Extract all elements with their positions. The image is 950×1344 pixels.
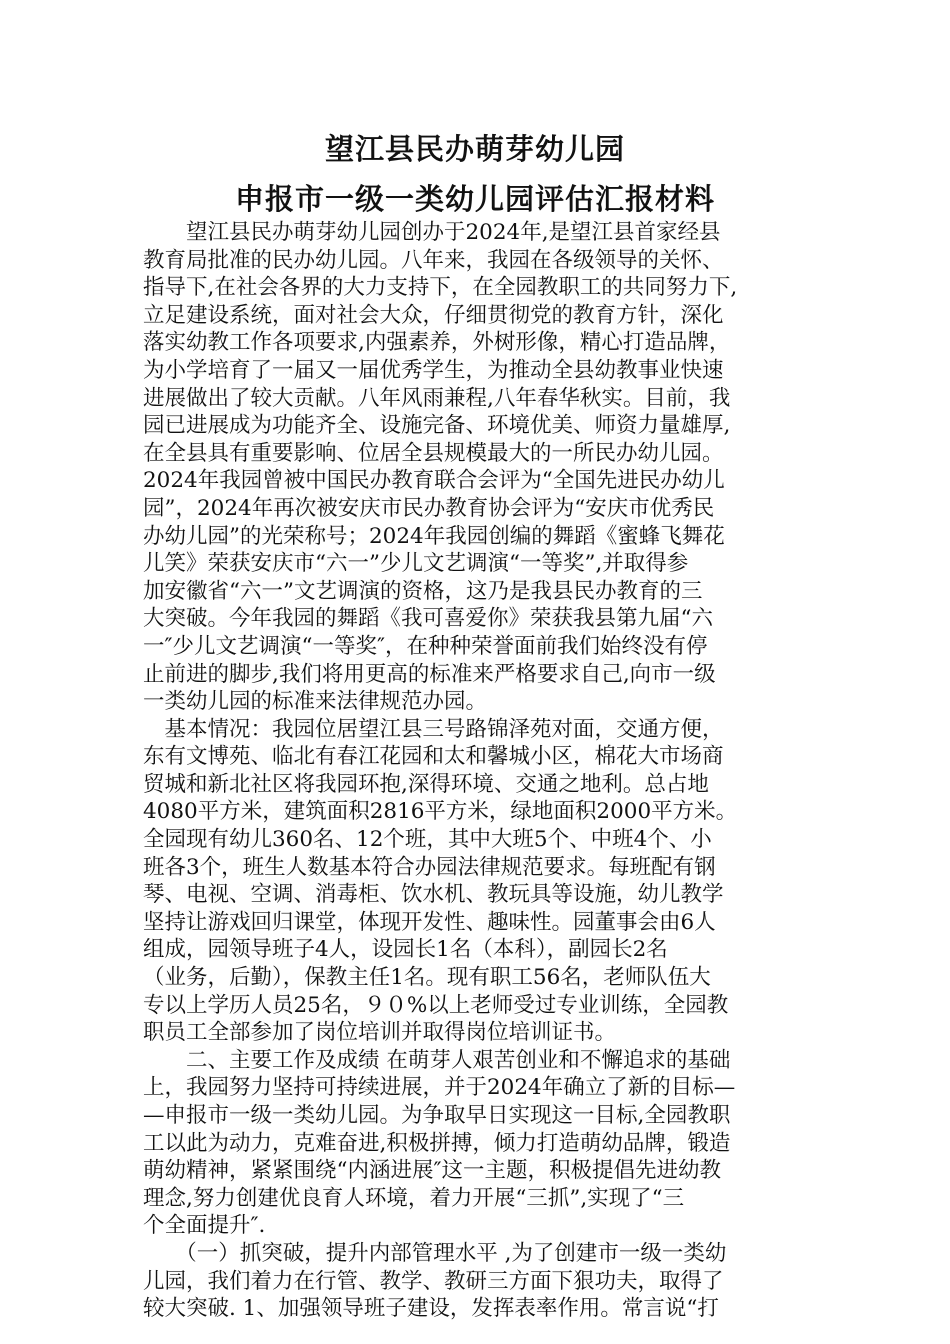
body-text-line: 贸城和新北社区将我园环抱,深得环境、交通之地利。总占地 xyxy=(143,771,709,797)
body-text-line: 儿园，我们着力在行管、教学、教研三方面下狠功夫，取得了 xyxy=(143,1268,724,1294)
body-text-line: 全园现有幼儿360名、12个班，其中大班5个、中班4个、小 xyxy=(143,827,712,853)
body-text-line: 进展做出了较大贡献。八年风雨兼程,八年春华秋实。目前，我 xyxy=(143,385,731,411)
body-text-line: 职员工全部参加了岗位培训并取得岗位培训证书。 xyxy=(143,1020,617,1046)
body-text-line: 坚持让游戏回归课堂，体现开发性、趣味性。园董事会由6人 xyxy=(143,909,716,935)
body-text-line: 东有文博苑、临北有春江花园和太和馨城小区，棉花大市场商 xyxy=(143,744,724,770)
body-text-line: 个全面提升″. xyxy=(143,1213,266,1239)
body-text-line: 班各3个，班生人数基本符合办园法律规范要求。每班配有钢 xyxy=(143,854,716,880)
body-text-line: 萌幼精神，紧紧围绕“内涵进展″这一主题，积极提倡先进幼教 xyxy=(143,1158,722,1184)
body-text-line: 二、主要工作及成绩 在萌芽人艰苦创业和不懈追求的基础 xyxy=(143,1047,731,1073)
body-text-line: 指导下,在社会各界的大力支持下，在全园教职工的共同努力下, xyxy=(143,275,738,301)
body-text-line: （业务，后勤），保教主任1名。现有职工56名，老师队伍大 xyxy=(143,965,711,991)
body-text-line: 工以此为动力，克难奋进,积极拼搏，倾力打造萌幼品牌，锻造 xyxy=(143,1130,731,1156)
body-text-line: 立足建设系统，面对社会大众，仔细贯彻党的教育方针，深化 xyxy=(143,302,724,328)
body-text-line: 基本情况：我园位居望江县三号路锦泽苑对面，交通方便， xyxy=(143,716,724,742)
body-text-line: 加安徽省“六一”文艺调演的资格，这乃是我县民办教育的三 xyxy=(143,578,703,604)
body-text-line: 大突破。今年我园的舞蹈《我可喜爱你》荣获我县第九届“六 xyxy=(143,606,713,632)
body-text-line: 在全县具有重要影响、位居全县规模最大的一所民办幼儿园。 xyxy=(143,440,724,466)
body-text-line: 为小学培育了一届又一届优秀学生，为推动全县幼教事业快速 xyxy=(143,357,724,383)
body-text-line: 园已进展成为功能齐全、设施完备、环境优美、师资力量雄厚, xyxy=(143,413,731,439)
body-text-line: 止前进的脚步,我们将用更高的标准来严格要求自己,向市一级 xyxy=(143,661,716,687)
body-text-line: 儿笑》荣获安庆市“六一”少儿文艺调演“一等奖”,并取得参 xyxy=(143,551,689,577)
body-text-line: 办幼儿园”的光荣称号；2024年我园创编的舞蹈《蜜蜂飞舞花 xyxy=(143,523,725,549)
document-body xyxy=(143,219,809,1323)
body-text-line: 专以上学历人员25名，９０%以上老师受过专业训练，全园教 xyxy=(143,992,729,1018)
body-text-line: 理念,努力创建优良育人环境，着力开展“三抓”,实现了“三 xyxy=(143,1185,685,1211)
body-text-line: 望江县民办萌芽幼儿园创办于2024年,是望江县首家经县 xyxy=(143,220,721,245)
body-text-line: 一类幼儿园的标准来法律规范办园。 xyxy=(143,689,488,715)
body-text-line: 落实幼教工作各项要求,内强素养，外树形像，精心打造品牌， xyxy=(143,330,731,356)
document-title: 望江县民办萌芽幼儿园 xyxy=(324,132,625,166)
body-text-line: 教育局批准的民办幼儿园。八年来，我园在各级领导的关怀、 xyxy=(143,247,724,273)
body-text-line: 2024年我园曾被中国民办教育联合会评为“全国先进民办幼儿 xyxy=(143,468,725,494)
body-text-line: —申报市一级一类幼儿园。为争取早日实现这一目标,全园教职 xyxy=(143,1103,731,1128)
body-text-line: 园”，2024年再次被安庆市民办教育协会评为“安庆市优秀民 xyxy=(143,495,715,521)
body-text-line: 较大突破. 1、加强领导班子建设，发挥表率作用。常言说“打 xyxy=(143,1296,719,1322)
body-text-line: 上，我园努力坚持可持续进展，并于2024年确立了新的目标— xyxy=(143,1075,736,1101)
body-text-line: 琴、电视、空调、消毒柜、饮水机、教玩具等设施，幼儿教学 xyxy=(143,882,724,908)
body-text-line: 一″少儿文艺调演“一等奖″，在种种荣誉面前我们始终没有停 xyxy=(143,633,708,659)
body-text-line: 4080平方米，建筑面积2816平方米，绿地面积2000平方米。 xyxy=(143,799,738,825)
body-text-line: 组成，园领导班子4人，设园长1名（本科），副园长2名 xyxy=(143,937,668,963)
document-subtitle: 申报市一级一类幼儿园评估汇报材料 xyxy=(234,182,715,216)
body-text-line: （一）抓突破，提升内部管理水平 ,为了创建市一级一类幼 xyxy=(143,1240,727,1266)
